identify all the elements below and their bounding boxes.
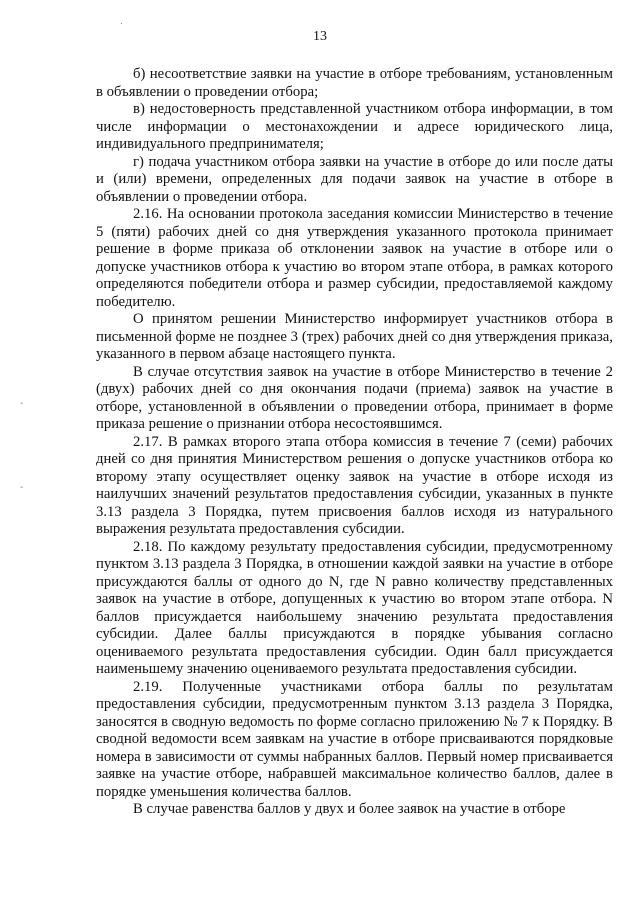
paragraph-item-v: в) недостоверность представленной участником отбора информации, в том числе информации о местонахождении и адресе юридического лица, индивидуального предпринимателя; xyxy=(96,101,613,152)
paragraph-2-16-notification: О принятом решении Министерство информирует участников отбора в письменной форме не позднее 3 (трех) рабочих дней со дня утверждения приказа, указанного в первом абзаце настоящего пункта. xyxy=(96,311,613,362)
paragraph-equal-scores: В случае равенства баллов у двух и более заявок на участие в отборе xyxy=(133,801,566,817)
paragraph-2-16: 2.16. На основании протокола заседания комиссии Министерство в течение 5 (пяти) рабочих дней со дня утверждения указанного протокола принимает решение в форме приказа об отклонении заявок на участие в отборе или о допуске участников отбора к участию во втором этапе отбора, в рамках которого определяются победители отбора и размер субсидии, предоставляемой каждому победителю. xyxy=(96,206,613,310)
scan-speck: - xyxy=(20,482,24,493)
scan-speck: . xyxy=(120,16,123,27)
paragraph-2-16-no-applications: В случае отсутствия заявок на участие в отборе Министерство в течение 2 (двух) рабочих дней со дня окончания подачи (приема) заявок на участие в отборе, установленной в объявлении о проведении отбора, принимает в форме приказа решение о признании отбора несостоявшимся. xyxy=(96,363,613,432)
scan-speck: - xyxy=(20,398,24,409)
paragraph-2-18: 2.18. По каждому результату предоставления субсидии, предусмотренному пунктом 3.13 раздела 3 Порядка, в отношении каждой заявки на участие в отборе присуждаются баллы от одного до N, где N равно количеству представленных заявок на участие в отборе, допущенных к участию во втором этапе отбора. N баллов присуждается наибольшему значению результата предоставления субсидии. Далее баллы присуждаются в порядке убывания согласно оцениваемого результата предоставления субсидии. Один балл присуждается наименьшему значению оцениваемого результата предоставления субсидии. xyxy=(96,538,613,677)
paragraph-2-17: 2.17. В рамках второго этапа отбора комиссия в течение 7 (семи) рабочих дней со дня принятия Министерством решения о допуске участников отбора ко второму этапу осуществляет оценку заявок на участие в отборе исходя из наилучших значений результатов предоставления субсидии, указанных в пункте 3.13 раздела 3 Порядка, путем присвоения баллов исходя из натурального выражения результата предоставления субсидии. xyxy=(96,433,613,537)
page-number: 13 xyxy=(313,29,327,44)
paragraph-item-g: г) подача участником отбора заявки на участие в отборе до или после даты и (или) времени, определенных для подачи заявок на участие в отборе в объявлении о проведении отбора. xyxy=(96,153,613,205)
paragraph-2-19: 2.19. Полученные участниками отбора баллы по результатам предоставления субсидии, предусмотренным пунктом 3.13 раздела 3 Порядка, заносятся в сводную ведомость по форме согласно приложению № 7 к Порядку. В сводной ведомости всем заявкам на участие в отборе присваиваются порядковые номера в зависимости от суммы набранных баллов. Первый номер присваивается заявке на участие отборе, набравшей максимальное количество баллов, далее в порядке уменьшения количества баллов. xyxy=(96,678,613,800)
document-body xyxy=(96,66,613,819)
paragraph-item-b: б) несоответствие заявки на участие в отборе требованиям, установленным в объявлении о проведении отбора; xyxy=(96,66,613,100)
